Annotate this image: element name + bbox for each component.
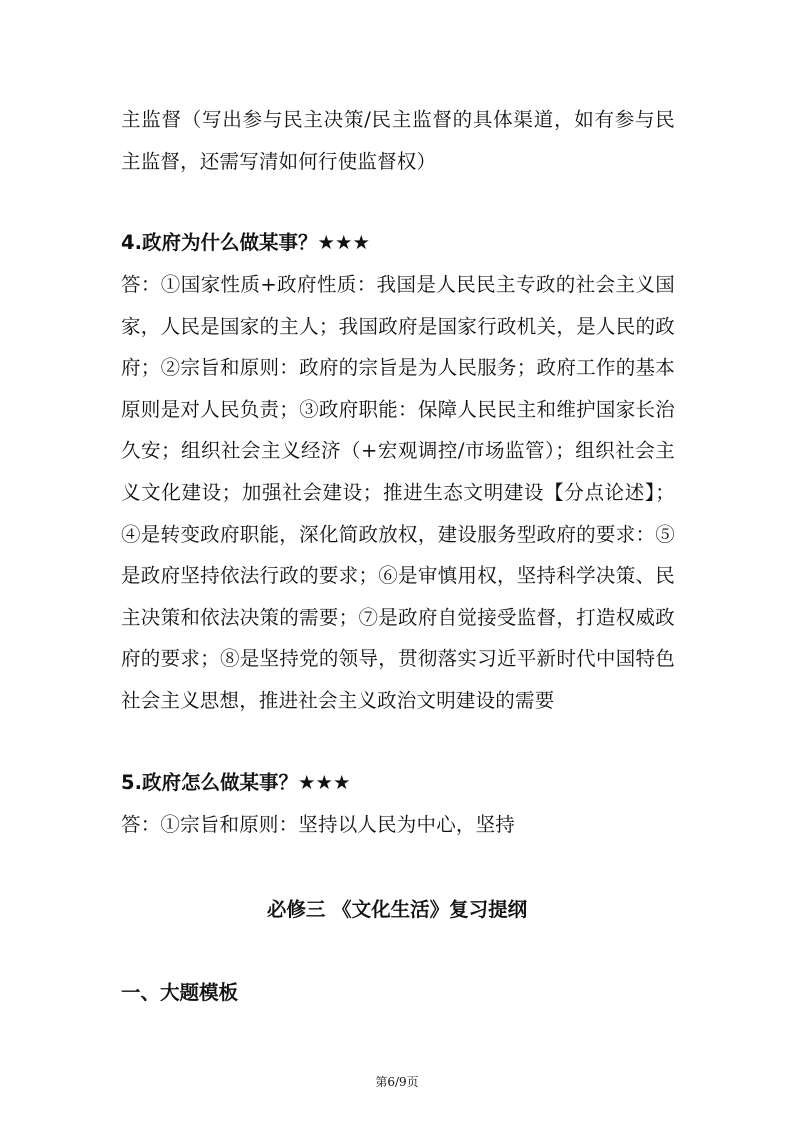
- section-4-answer: 答：①国家性质+政府性质：我国是人民民主专政的社会主义国家，人民是国家的主人；我国政府是国家行政机关，是人民的政府；②宗旨和原则：政府的宗旨是为人民服务；政府工作的基本原则是对人民负责；③政府职能：保障人民民主和维护国家长治久安；组织社会主义经济（+宏观调控/市场监管）；组织社会主义文化建设；加强社会建设；推进生态文明建设【分点论述】；④是转变政府职能，深化简政放权，建设服务型政府的要求：⑤是政府坚持依法行政的要求；⑥是审慎用权，坚持科学决策、民主决策和依法决策的需要；⑦是政府自觉接受监督，打造权威政府的要求；⑧是坚持党的领导，贯彻落实习近平新时代中国特色社会主义思想，推进社会主义政治文明建设的需要: [121, 273, 675, 712]
- page-number: 第6/9页: [375, 1075, 419, 1089]
- section-4-heading: 4.政府为什么做某事？★★★: [121, 231, 370, 254]
- section-5-heading: 5.政府怎么做某事？★★★: [121, 771, 351, 794]
- continued-paragraph: 主监督（写出参与民主决策/民主监督的具体渠道，如有参与民主监督，还需写清如何行使监督权）: [121, 108, 675, 173]
- subsection-heading: 一、大题模板: [121, 981, 239, 1004]
- section-5-answer: 答：①宗旨和原则：坚持以人民为中心，坚持: [121, 813, 516, 836]
- chapter-title: 必修三 《文化生活》复习提纲: [266, 898, 528, 921]
